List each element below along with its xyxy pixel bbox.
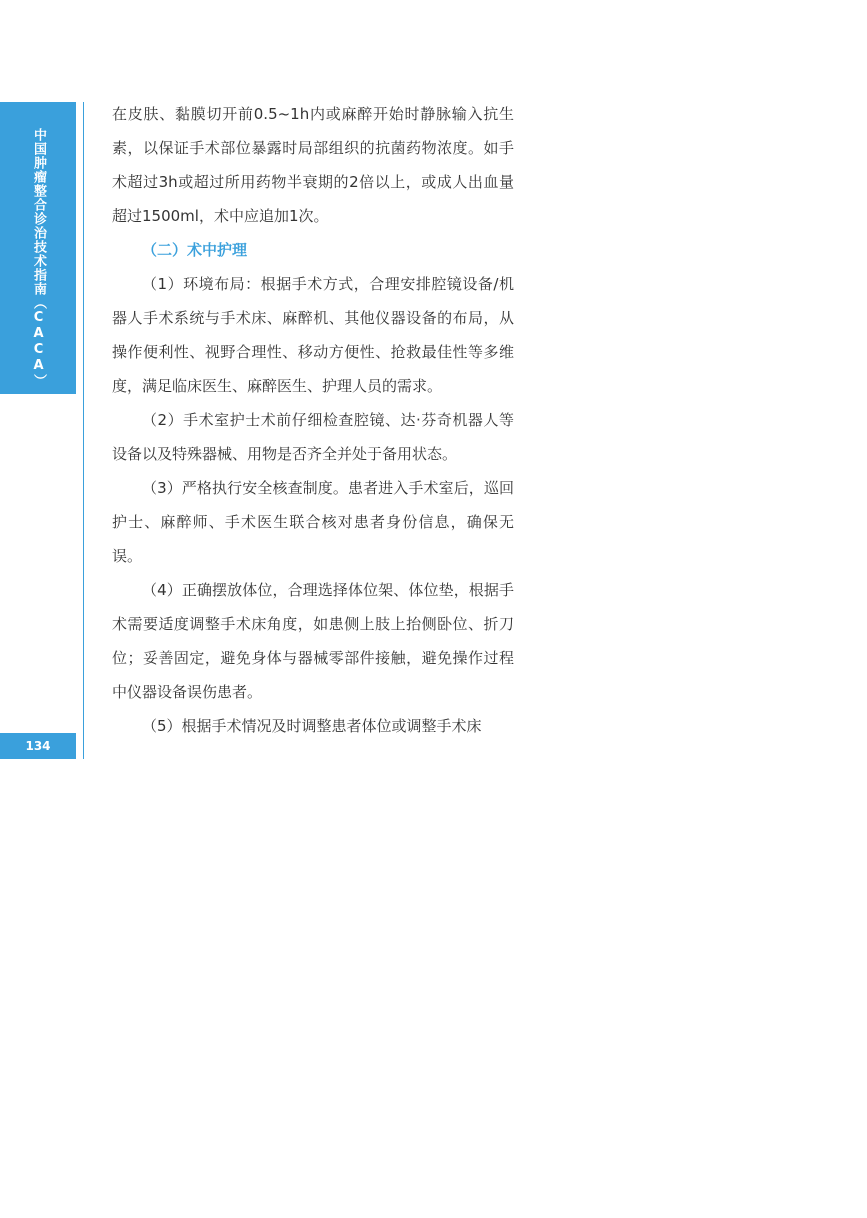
paragraph-4: （4）正确摆放体位，合理选择体位架、体位垫，根据手术需要适度调整手术床角度，如患侧上肢上抬侧卧位、折刀位；妥善固定，避免身体与器械零部件接触，避免操作过程中仪器设备误伤患者。 [112,581,514,701]
sidebar-book-title: 中国肿瘤整合诊治技术指南（CACA） [31,128,46,388]
paragraph-3: （3）严格执行安全核查制度。患者进入手术室后，巡回护士、麻醉师、手术医生联合核对患者身份信息，确保无误。 [112,479,514,565]
body-text [112,97,514,743]
paragraph-1: （1）环境布局：根据手术方式，合理安排腔镜设备/机器人手术系统与手术床、麻醉机、其他仪器设备的布局，从操作便利性、视野合理性、移动方便性、抢救最佳性等多维度，满足临床医生、麻醉医生、护理人员的需求。 [112,275,514,395]
margin-rule [83,102,84,759]
section-heading: （二）术中护理 [142,241,248,259]
paragraph-antibiotic: 在皮肤、黏膜切开前0.5~1h内或麻醉开始时静脉输入抗生素，以保证手术部位暴露时局部组织的抗菌药物浓度。如手术超过3h或超过所用药物半衰期的2倍以上，或成人出血量超过1500ml，术中应追加1次。 [112,105,514,225]
page-number: 134 [25,739,51,753]
paragraph-2: （2）手术室护士术前仔细检查腔镜、达·芬奇机器人等设备以及特殊器械、用物是否齐全并处于备用状态。 [112,411,514,463]
paragraph-5: （5）根据手术情况及时调整患者体位或调整手术床 [142,717,482,735]
